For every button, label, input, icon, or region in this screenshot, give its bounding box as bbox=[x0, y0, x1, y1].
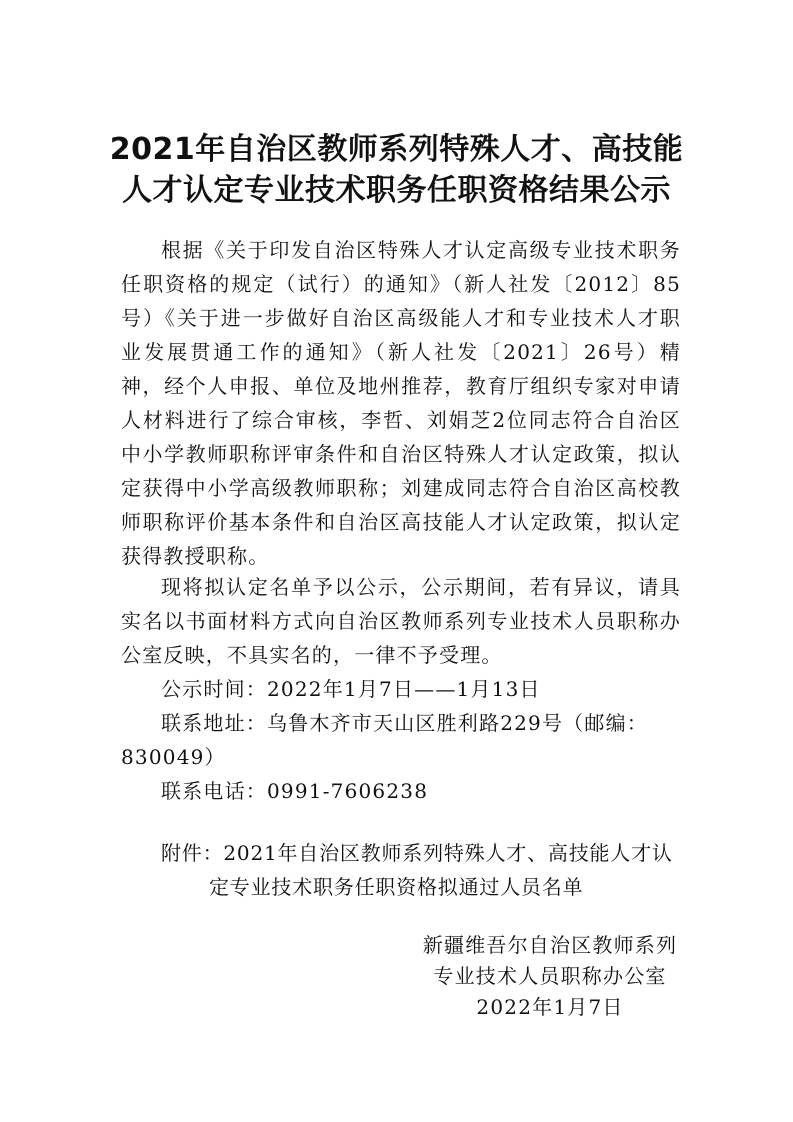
signature-org-line-2: 专业技术人员职称办公室 bbox=[433, 964, 667, 988]
attachment-line-1: 附件：2021年自治区教师系列特殊人才、高技能人才认 bbox=[161, 841, 673, 865]
contact-address: 联系地址：乌鲁木齐市天山区胜利路229号（邮编：830049） bbox=[121, 711, 648, 769]
signature-block bbox=[380, 930, 720, 1023]
title-line-2: 人才认定专业技术职务任职资格结果公示 bbox=[122, 173, 671, 208]
signature-date: 2022年1月7日 bbox=[476, 995, 624, 1019]
title-line-1: 2021年自治区教师系列特殊人才、高技能 bbox=[109, 132, 684, 167]
attachment-note bbox=[161, 836, 681, 904]
contact-phone: 联系电话：0991-7606238 bbox=[161, 779, 429, 803]
document-title bbox=[100, 129, 693, 211]
body-paragraph-1: 根据《关于印发自治区特殊人才认定高级专业技术职务任职资格的规定（试行）的通知》（新人社发〔2012〕85号）《关于进一步做好自治区高级能人才和专业技术人才职业发展贯通工作的通知》（新人社发〔2021〕26号）精神，经个人申报、单位及地州推荐，教育厅组织专家对申请人材料进行了综合审核，李哲、刘娟芝2位同志符合自治区中小学教师职称评审条件和自治区特殊人才认定政策，拟认定获得中小学高级教师职称；刘建成同志符合自治区高校教师职称评价基本条件和自治区高技能人才认定政策，拟认定获得教授职称。 bbox=[121, 238, 681, 568]
signature-org-line-1: 新疆维吾尔自治区教师系列 bbox=[422, 933, 678, 957]
body-paragraph-2: 现将拟认定名单予以公示，公示期间，若有异议，请具实名以书面材料方式向自治区教师系列专业技术人员职称办公室反映，不具实名的，一律不予受理。 bbox=[121, 575, 681, 667]
attachment-line-2: 定专业技术职务任职资格拟通过人员名单 bbox=[209, 875, 584, 899]
publicity-time: 公示时间：2022年1月7日——1月13日 bbox=[161, 677, 541, 701]
